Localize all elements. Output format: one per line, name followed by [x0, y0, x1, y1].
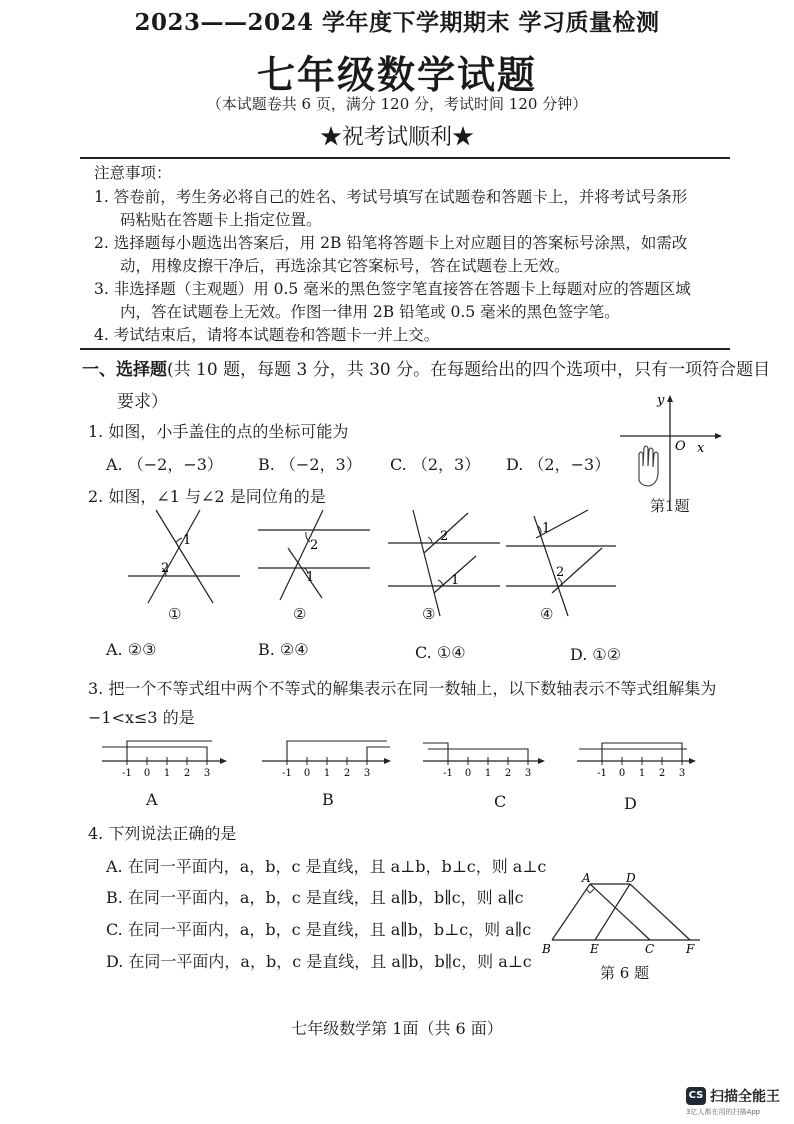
q4-option-a: A. 在同一平面内，a，b，c 是直线，且 a⊥b，b⊥c，则 a⊥c — [106, 857, 547, 876]
notice-line: 1. 答卷前，考生务必将自己的姓名、考试号填写在试题卷和答题卡上，并将考试号条形 — [94, 188, 688, 206]
q1-axis-y: y — [657, 393, 665, 408]
tick-label: 2 — [183, 768, 191, 779]
q2-option-d: D. ①② — [570, 645, 622, 664]
q2-f1-angle2: 2 — [161, 561, 170, 576]
q2-f2-angle1: 1 — [306, 570, 315, 585]
q3-numberline-a — [102, 735, 232, 780]
q3-stem-1: 3. 把一个不等式组中两个不等式的解集表示在同一数轴上，以下数轴表示不等式组解集为 — [88, 679, 717, 698]
notice-line: 内，答在试题卷上无效。作图一律用 2B 铅笔或 0.5 毫米的黑色签字笔。 — [120, 303, 620, 321]
q2-f3-angle1: 1 — [451, 573, 460, 588]
q3-stem-2: −1<x≤3 的是 — [88, 708, 195, 727]
section-heading — [82, 355, 770, 380]
q3-label-d: D — [624, 794, 637, 813]
q1-figure — [615, 390, 725, 510]
tick-label: 0 — [303, 768, 311, 779]
q2-stem: 2. 如图，∠1 与∠2 是同位角的是 — [88, 487, 326, 506]
tick-label: 3 — [203, 768, 211, 779]
exam-wish: ★祝考试顺利★ — [319, 125, 474, 150]
q2-fig-label-1: ① — [168, 605, 182, 623]
q4-option-b: B. 在同一平面内，a，b，c 是直线，且 a∥b，b∥c，则 a∥c — [106, 888, 524, 907]
camscanner-tagline: 3亿人都在用的扫描App — [686, 1108, 761, 1116]
tick-label: 2 — [658, 768, 666, 779]
q2-figure-1 — [128, 508, 243, 608]
divider-bottom — [80, 348, 730, 350]
q1-axis-x: x — [697, 441, 705, 456]
tick-label: 2 — [504, 768, 512, 779]
fig6-point-e: E — [590, 942, 599, 956]
tick-label: -1 — [597, 768, 607, 779]
tick-label: 3 — [678, 768, 686, 779]
divider-top — [80, 157, 730, 159]
q2-fig-label-4: ④ — [540, 605, 554, 623]
tick-label: -1 — [282, 768, 292, 779]
fig6-point-a: A — [582, 871, 591, 885]
q1-option-d: D. （2，−3） — [506, 455, 611, 474]
tick-label: 3 — [363, 768, 371, 779]
tick-label: 1 — [638, 768, 646, 779]
tick-label: 1 — [163, 768, 171, 779]
q1-option-b: B. （−2，3） — [258, 455, 362, 474]
q3-numberline-d — [577, 735, 707, 780]
notice-heading: 注意事项： — [94, 164, 172, 182]
q2-f1-angle1: 1 — [183, 533, 192, 548]
tick-label: 0 — [143, 768, 151, 779]
fig6-figure — [540, 872, 710, 962]
notice-line: 动，用橡皮擦干净后，再选涂其它答案标号，答在试题卷上无效。 — [120, 257, 570, 275]
camscanner-name: 扫描全能王 — [710, 1089, 780, 1105]
q3-label-a: A — [146, 790, 158, 809]
section-desc: (共 10 题，每题 3 分，共 30 分。在每题给出的四个选项中，只有一项符合题目 — [167, 360, 771, 380]
q3-numberline-c — [423, 735, 558, 780]
fig6-point-c: C — [645, 942, 655, 956]
q3-label-b: B — [322, 790, 334, 809]
tick-label: 0 — [464, 768, 472, 779]
q3-numberline-b — [262, 735, 397, 780]
exam-info: （本试题卷共 6 页，满分 120 分，考试时间 120 分钟） — [206, 95, 588, 113]
q1-origin: O — [675, 439, 686, 454]
q1-option-a: A. （−2，−3） — [106, 455, 223, 474]
tick-label: 1 — [323, 768, 331, 779]
q2-option-a: A. ②③ — [106, 640, 157, 659]
q4-stem: 4. 下列说法正确的是 — [88, 824, 237, 843]
q2-f2-angle2: 2 — [310, 538, 319, 553]
notice-line: 4. 考试结束后，请将本试题卷和答题卡一并上交。 — [94, 326, 440, 344]
fig6-caption: 第 6 题 — [600, 964, 650, 982]
q2-f4-angle2: 2 — [556, 565, 565, 580]
fig6-point-b: B — [542, 942, 551, 956]
q1-caption: 第1题 — [650, 497, 690, 515]
notice-line: 码粘贴在答题卡上指定位置。 — [120, 211, 322, 229]
q4-option-d: D. 在同一平面内，a，b，c 是直线，且 a∥b，b∥c，则 a⊥c — [106, 952, 532, 971]
page-footer: 七年级数学第 1面（共 6 面） — [291, 1019, 503, 1038]
hand-icon — [639, 446, 658, 486]
tick-label: 1 — [484, 768, 492, 779]
notice-line: 3. 非选择题（主观题）用 0.5 毫米的黑色签字笔直接答在答题卡上每题对应的答题区域 — [94, 280, 691, 298]
q1-option-c: C. （2，3） — [390, 455, 481, 474]
section-title: 一、选择题 — [82, 360, 167, 380]
camscanner-logo: CS — [686, 1087, 706, 1105]
tick-label: 2 — [343, 768, 351, 779]
tick-label: 3 — [524, 768, 532, 779]
q3-label-c: C — [494, 792, 507, 811]
exam-header-line: 2023——2024 学年度下学期期末 学习质量检测 — [134, 9, 660, 36]
exam-title: 七年级数学试题 — [256, 52, 537, 97]
tick-label: 0 — [618, 768, 626, 779]
notice-line: 2. 选择题每小题选出答案后，用 2B 铅笔将答题卡上对应题目的答案标号涂黑，如需改 — [94, 234, 688, 252]
q2-figure-2 — [258, 508, 373, 608]
q4-option-c: C. 在同一平面内，a，b，c 是直线，且 a∥b，b⊥c，则 a∥c — [106, 920, 532, 939]
q2-f3-angle2: 2 — [440, 529, 449, 544]
q1-stem: 1. 如图，小手盖住的点的坐标可能为 — [88, 422, 349, 441]
tick-label: -1 — [122, 768, 132, 779]
section-desc-cont: 要求） — [117, 392, 168, 412]
q2-figure-4 — [506, 508, 626, 608]
q2-fig-label-3: ③ — [422, 605, 436, 623]
tick-label: -1 — [443, 768, 453, 779]
fig6-point-f: F — [686, 942, 695, 956]
q2-option-c: C. ①④ — [415, 643, 466, 662]
q2-f4-angle1: 1 — [542, 521, 551, 536]
fig6-point-d: D — [626, 871, 636, 885]
q2-figure-3 — [388, 508, 503, 608]
q2-fig-label-2: ② — [293, 605, 307, 623]
q2-option-b: B. ②④ — [258, 640, 309, 659]
